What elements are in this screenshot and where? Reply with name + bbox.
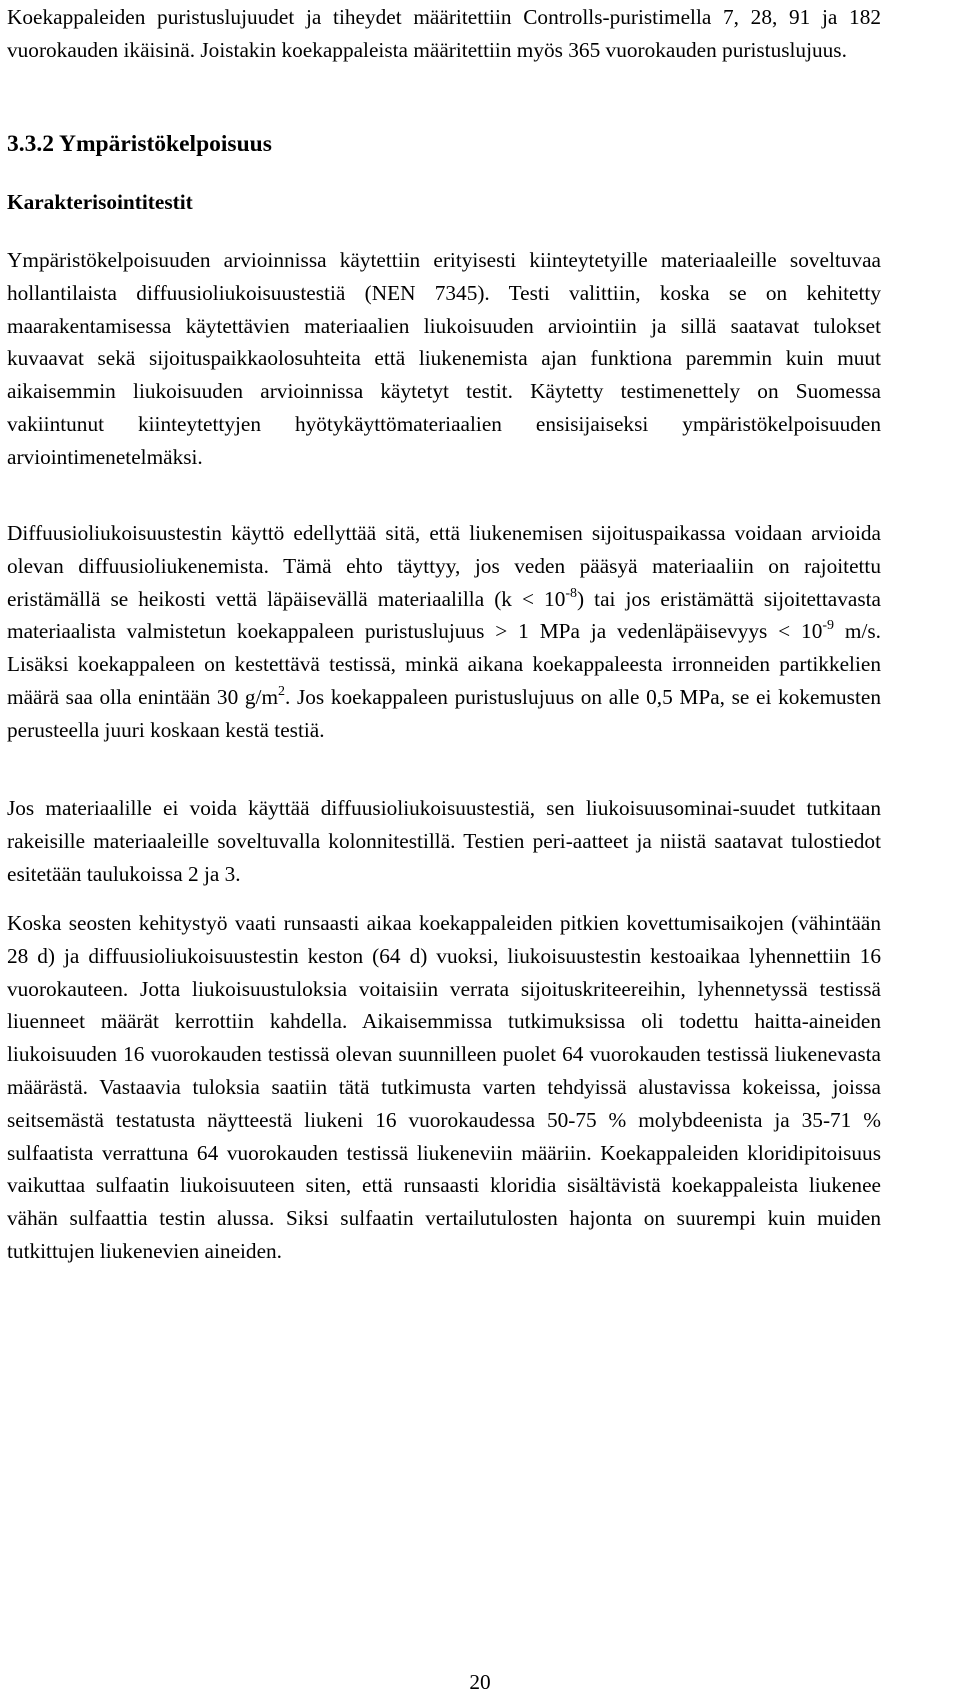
page-number: 20 [469, 1670, 491, 1694]
diffusion-text-part2: ) tai jos eristämättä sijoitettavasta materiaalista valmistetun koekappaleen puristuslujuus > 1 MPa ja vedenläpäisevyys < 10 [7, 586, 881, 644]
environment-paragraph: Ympäristökelpoisuuden arvioinnissa käytettiin erityisesti kiinteytetyille materiaaleille soveltuvaa hollantilaista diffuusioliukoisuustestiä (NEN 7345). Testi valittiin, koska se on kehitetty maarakentamisessa käytettävien materiaalien liukoisuuden arviointiin ja sillä saatavat tulokset kuvaavat sekä sijoituspaikkaolosuhteita että liukenemista ajan funktiona paremmin kuin muut aikaisemmin liukoisuuden arvioinnissa käytetyt testit. Käytetty testimenettely on Suomessa vakiintunut kiinteytettyjen hyötykäyttömateriaalien ensisijaiseksi ympäristökelpoisuuden arviointimenetelmäksi. [7, 248, 881, 469]
intro-paragraph: Koekappaleiden puristuslujuudet ja tiheydet määritettiin Controlls-puristimella 7, 28, 91 ja 182 vuorokauden ikäisinä. Joistakin koekappaleista määritettiin myös 365 vuorokauden puristuslujuus. [7, 5, 881, 62]
section-heading: 3.3.2 Ympäristökelpoisuus [7, 131, 272, 157]
exponent-k: -8 [565, 585, 578, 601]
exponent-permeability: -9 [822, 618, 835, 634]
diffusion-text-part1: Diffuusioliukoisuustestin käyttö edellyttää sitä, että liukenemisen sijoituspaikassa voidaan arvioida olevan diffuusioliukenemista. Tämä ehto täyttyy, jos veden pääsyä materiaaliin on rajoitettu eristämällä se heikosti vettä läpäisevällä materiaalilla (k < 10 [7, 521, 881, 611]
diffusion-paragraph [7, 517, 881, 747]
column-test-paragraph: Jos materiaalille ei voida käyttää diffuusioliukoisuustestiä, sen liukoisuusominai-suudet tutkitaan rakeisille materiaaleille soveltuvalla kolonnitestillä. Testien peri-aatteet ja niistä saatavat tulostiedot esitetään taulukoissa 2 ja 3. [7, 796, 881, 886]
diffusion-text-part3: m/s. Lisäksi koekappaleen on kestettävä testissä, minkä aikana koekappaleesta irronneiden partikkelien määrä saa olla enintään 30 g/m [7, 619, 881, 709]
exponent-area: 2 [278, 683, 286, 699]
test-duration-paragraph: Koska seosten kehitystyö vaati runsaasti aikaa koekappaleiden pitkien kovettumisaikojen (vähintään 28 d) ja diffuusioliukoisuustestin keston (64 d) vuoksi, liukoisuustestin kestoaikaa lyhennettiin 16 vuorokauteen. Jotta liukoisuustuloksia voitaisiin verrata sijoituskriteereihin, lyhennetyssä testissä liuenneet määrät kerrottiin kahdella. Aikaisemmissa tutkimuksissa oli todettu haitta-aineiden liukoisuuden 16 vuorokauden testissä olevan suunnilleen puolet 64 vuorokauden testissä liukenevasta määrästä. Vastaavia tuloksia saatiin tätä tutkimusta varten tehdyissä alustavissa kokeissa, joissa seitsemästä testatusta näytteestä liukeni 16 vuorokaudessa 50-75 % molybdeenista ja 35-71 % sulfaatista verrattuna 64 vuorokauden testissä liukeneviin määriin. Koekappaleiden kloridipitoisuus vaikuttaa sulfaatin liukoisuuteen siten, että runsaasti kloridia sisältävistä koekappaleista liukenee vähän sulfaattia testin alussa. Siksi sulfaatin vertailutulosten hajonta on suurempi kuin muiden tutkittujen liukenevien aineiden. [7, 911, 881, 1263]
subsection-heading: Karakterisointitestit [7, 190, 193, 214]
diffusion-text-part4: . Jos koekappaleen puristuslujuus on alle 0,5 MPa, se ei kokemusten perusteella juuri koskaan kestä testiä. [7, 684, 881, 742]
